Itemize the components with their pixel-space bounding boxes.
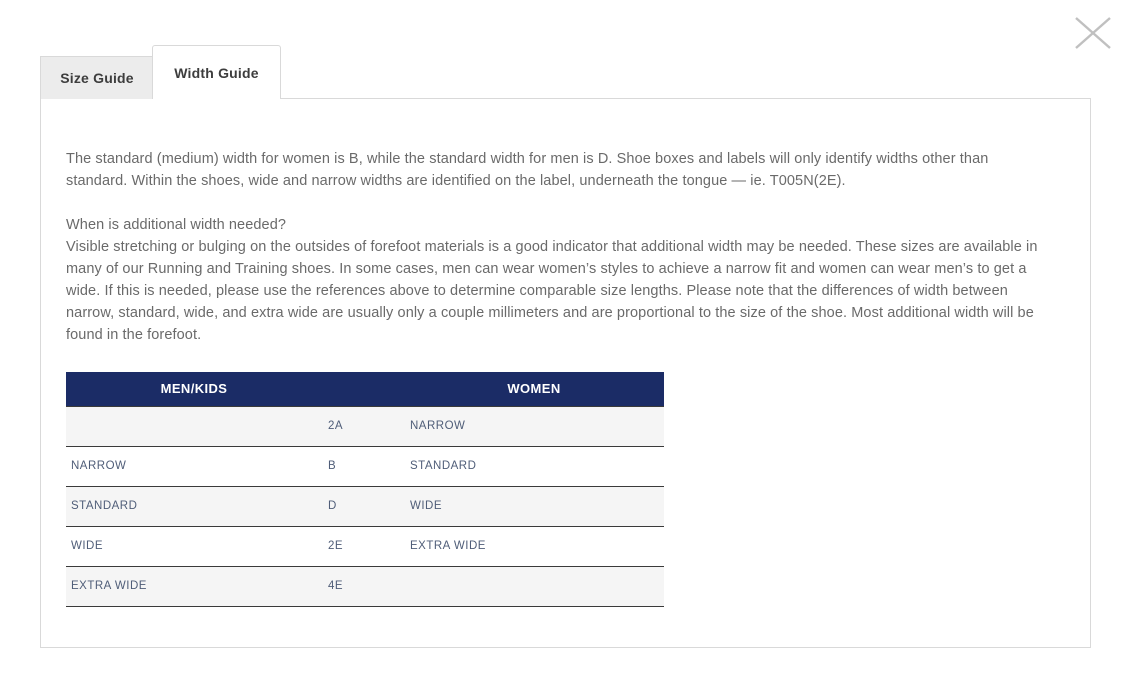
cell-code: 4E [322,566,404,606]
cell-women: STANDARD [404,446,664,486]
table-row [66,526,664,566]
cell-code: 2A [322,406,404,446]
width-comparison-table [66,372,664,607]
width-table-body [66,406,664,606]
header-cell-spacer [322,372,404,406]
header-cell-women: WOMEN [404,372,664,406]
table-row [66,446,664,486]
cell-women: NARROW [404,406,664,446]
cell-men: STANDARD [66,486,322,526]
cell-men: NARROW [66,446,322,486]
cell-code: B [322,446,404,486]
width-guide-content [41,99,1090,607]
tab-width-guide-label: Width Guide [174,64,259,81]
cell-men: WIDE [66,526,322,566]
additional-width-question: When is additional width needed? [66,217,287,233]
close-button[interactable] [1072,13,1114,53]
table-row [66,406,664,446]
cell-code: 2E [322,526,404,566]
cell-men [66,406,322,446]
tab-size-guide-label: Size Guide [60,70,134,86]
close-icon [1074,16,1112,50]
table-row [66,566,664,606]
width-guide-panel [40,98,1091,648]
table-row [66,486,664,526]
header-row [66,372,664,406]
tab-width-guide[interactable] [152,45,281,99]
additional-width-section [66,214,1048,346]
header-cell-men-kids: MEN/KIDS [66,372,322,406]
cell-men: EXTRA WIDE [66,566,322,606]
additional-width-body: Visible stretching or bulging on the outsides of forefoot materials is a good indicator that additional width may be needed. These sizes are available in many of our Running and Training shoes. In some cases, men can wear women’s styles to achieve a narrow fit and women can wear men’s to get a wide. If this is needed, please use the references above to determine comparable size lengths. Please note that the differences of width between narrow, standard, wide, and extra wide are usually only a couple millimeters and are proportional to the size of the shoe. Most additional width will be found in the forefoot. [66,239,1038,343]
cell-women [404,566,664,606]
guide-tabs [40,45,281,99]
cell-women: EXTRA WIDE [404,526,664,566]
cell-women: WIDE [404,486,664,526]
width-table-header [66,372,664,406]
cell-code: D [322,486,404,526]
intro-paragraph: The standard (medium) width for women is B, while the standard width for men is D. Shoe boxes and labels will only identify widths other than standard. Within the shoes, wide and narrow widths are identified on the label, underneath the tongue — ie. T005N(2E). [66,151,989,189]
tab-size-guide[interactable] [40,56,154,99]
